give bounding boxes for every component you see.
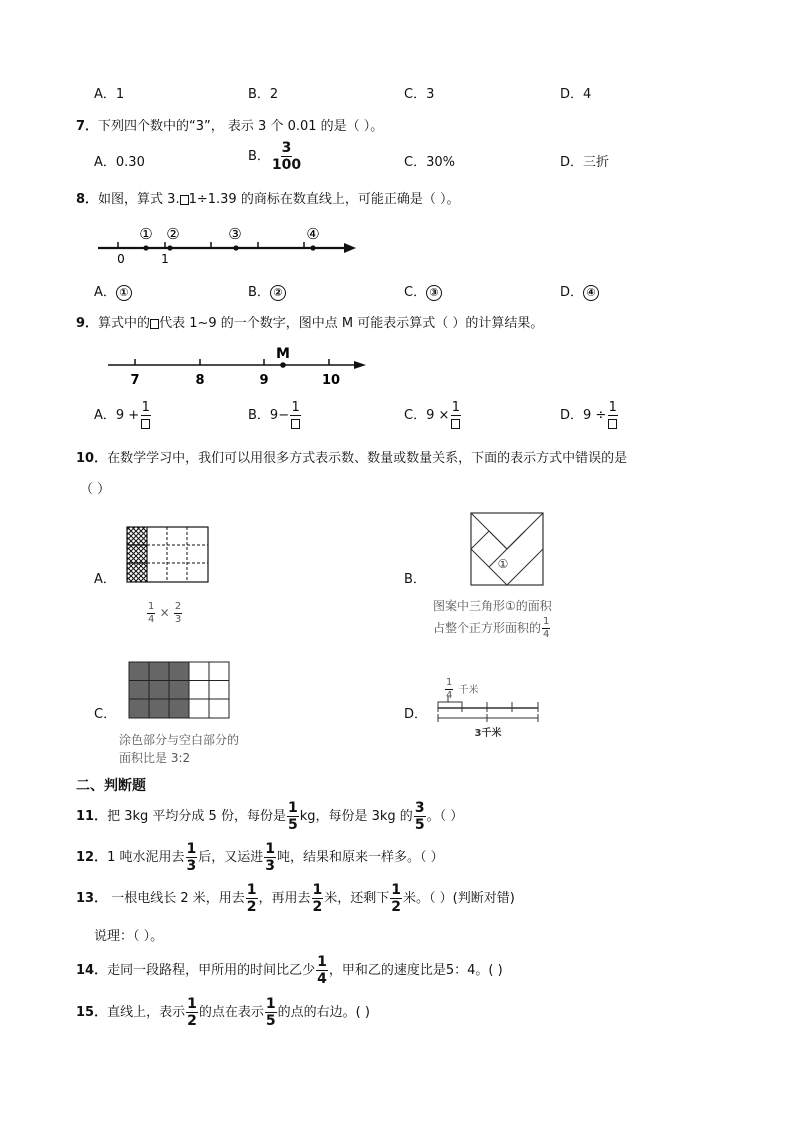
q7-option-c[interactable]: C．30%	[404, 155, 455, 170]
q13-text: 米。（ ）(判断对错)	[403, 891, 515, 906]
q13-text: 米，还剩下	[324, 891, 390, 906]
q7-option-a[interactable]: A．0.30	[94, 155, 145, 170]
q9-text-pre: 算式中的	[98, 316, 151, 331]
q8-option-d[interactable]	[560, 281, 599, 301]
q14-number: 14．	[76, 963, 108, 978]
fraction-denominator: 2	[246, 899, 257, 915]
q12-number: 12．	[76, 850, 108, 865]
marker-3: ③	[228, 225, 242, 243]
q10-answer-paren: （ ）	[80, 482, 111, 497]
tick-label-10: 10	[321, 373, 341, 388]
fraction-denominator: 3	[174, 614, 182, 625]
q10-a-grid-figure	[126, 526, 210, 584]
q15-text: 的点在表示	[198, 1005, 264, 1020]
blank-box-icon	[141, 419, 150, 429]
q9-number-line	[104, 344, 372, 390]
fraction-denominator: 3	[265, 858, 276, 874]
q14-question[interactable]	[76, 955, 503, 986]
fraction-numerator: 1	[312, 882, 323, 898]
q9-option-c[interactable]	[404, 401, 462, 430]
q13-explain-line[interactable]: 说理：（ ）。	[94, 929, 164, 944]
tick-label-8: 8	[195, 373, 205, 388]
times-operator: ×	[159, 605, 170, 620]
q13-question[interactable]	[76, 883, 515, 914]
q7-question	[76, 115, 383, 134]
q10-b-tangram-figure	[469, 511, 545, 587]
blank-box-icon	[608, 419, 617, 429]
option-fraction	[450, 401, 461, 430]
option-fraction	[607, 401, 618, 430]
fraction-numerator: 1	[186, 841, 197, 857]
q11-question[interactable]	[76, 801, 463, 832]
fraction-denominator: 2	[312, 899, 323, 915]
circled-number: ④	[583, 285, 599, 301]
q13-number: 13．	[76, 891, 108, 906]
fraction-numerator: 1	[187, 996, 197, 1012]
q8-option-b[interactable]	[248, 281, 286, 301]
fraction-numerator: 1	[148, 601, 155, 612]
tick-label-0: 0	[117, 252, 125, 266]
q10-a-expression	[146, 602, 183, 625]
fraction-numerator: 1	[265, 996, 276, 1012]
option-label: B．	[248, 285, 270, 300]
tick-label-7: 7	[130, 373, 140, 388]
q10-option-b[interactable]: B．	[404, 572, 426, 587]
q10-question	[76, 447, 627, 466]
option-label: D．	[560, 285, 584, 300]
q10-option-c[interactable]: C．	[94, 707, 117, 722]
q12-text: 后，又运进	[198, 850, 264, 865]
blank-box-icon	[291, 419, 300, 429]
fraction-denominator	[290, 416, 301, 430]
triangle-1-label: ①	[497, 557, 509, 571]
fraction-numerator: 1	[265, 841, 276, 857]
option-label: C．9 ×	[404, 408, 450, 423]
fraction-numerator: 3	[281, 140, 292, 156]
q6-option-b[interactable]: B．2	[248, 87, 279, 102]
q10-d-segment-figure	[434, 694, 542, 740]
option-label: C．	[404, 285, 427, 300]
q7-number: 7．	[76, 119, 99, 134]
fraction-denominator: 5	[414, 817, 425, 833]
q12-text: 1 吨水泥用去	[107, 850, 185, 865]
fraction-denominator: 4	[317, 971, 327, 987]
q14-text: ，甲和乙的速度比是5：4。( )	[328, 963, 503, 978]
fraction-denominator: 4	[148, 614, 155, 625]
q6-option-c[interactable]: C．3	[404, 87, 435, 102]
option-fraction	[290, 401, 301, 430]
fraction-numerator: 3	[414, 800, 425, 816]
marker-4: ④	[306, 225, 320, 243]
q15-text: 的点的右边。( )	[277, 1005, 370, 1020]
q6-option-d[interactable]: D．4	[560, 87, 592, 102]
q9-option-b[interactable]	[248, 401, 302, 430]
q8-option-c[interactable]	[404, 281, 442, 301]
option-label: D．9 ÷	[560, 408, 607, 423]
option-label: A．	[94, 285, 116, 300]
q8-question	[76, 188, 459, 207]
q9-question	[76, 312, 543, 331]
fraction-denominator: 5	[265, 1013, 276, 1029]
fraction-denominator	[450, 416, 461, 430]
fraction-numerator: 1	[291, 400, 300, 415]
point-m-label: M	[276, 346, 290, 362]
q9-option-a[interactable]	[94, 401, 152, 430]
q15-number: 15．	[76, 1005, 108, 1020]
fraction-numerator: 1	[543, 616, 550, 627]
total-length-label: 3千米	[474, 728, 502, 739]
q10-option-d[interactable]: D．	[404, 707, 428, 722]
option-label: A．9 +	[94, 408, 140, 423]
q13-text: 一根电线长 2 米，用去	[107, 891, 245, 906]
fraction-denominator: 2	[187, 1013, 197, 1029]
blank-box-icon	[180, 195, 189, 205]
q12-question[interactable]	[76, 842, 444, 873]
fraction-denominator	[607, 416, 618, 430]
q11-text: kg，每份是 3kg 的	[299, 809, 413, 824]
tick-label-1: 1	[161, 252, 169, 266]
q15-question[interactable]	[76, 997, 370, 1028]
circled-number: ③	[426, 285, 442, 301]
blank-box-icon	[150, 319, 159, 329]
q10-b-caption-1: 图案中三角形①的面积	[433, 599, 552, 613]
fraction-denominator: 4	[543, 629, 550, 640]
q10-option-a[interactable]: A．	[94, 572, 116, 587]
option-fraction	[140, 401, 151, 430]
unit-label: 千米	[458, 685, 479, 696]
q11-text: 把 3kg 平均分成 5 份，每份是	[107, 809, 286, 824]
q8-text-pre: 如图，算式 3.	[98, 192, 180, 207]
marker-2: ②	[166, 225, 180, 243]
q10-c-grid-figure	[128, 661, 232, 719]
fraction-denominator	[140, 416, 151, 430]
fraction-denominator: 3	[186, 858, 197, 874]
q10-number: 10．	[76, 451, 108, 466]
fraction-numerator: 1	[391, 882, 402, 898]
q9-number: 9．	[76, 316, 99, 331]
q8-number: 8．	[76, 192, 99, 207]
q14-text: 走同一段路程，甲所用的时间比乙少	[107, 963, 316, 978]
q7-option-b-label: B．	[248, 149, 270, 164]
fraction-numerator: 2	[174, 601, 182, 612]
blank-box-icon	[451, 419, 460, 429]
circled-number: ①	[116, 285, 132, 301]
q7-text: 下列四个数中的“3”， 表示 3 个 0.01 的是（ ）。	[98, 119, 384, 134]
fraction-denominator: 100	[271, 157, 302, 173]
fraction-denominator: 4	[446, 690, 453, 701]
q8-option-a[interactable]	[94, 281, 132, 301]
q9-option-d[interactable]	[560, 401, 619, 430]
q7-option-b[interactable]	[248, 141, 303, 172]
q7-option-b-fraction	[271, 141, 302, 172]
q11-number: 11．	[76, 809, 108, 824]
fraction-numerator: 1	[451, 400, 461, 415]
q7-option-d[interactable]: D．三折	[560, 155, 610, 170]
q10-b-caption-2	[433, 617, 551, 640]
section-title-judgment: 二、判断题	[76, 778, 146, 794]
q11-text: 。（ ）	[426, 809, 464, 824]
circled-number: ②	[270, 285, 286, 301]
tick-label-9: 9	[259, 373, 269, 388]
q10-c-caption-1: 涂色部分与空白部分的	[119, 733, 240, 747]
marker-1: ①	[139, 225, 153, 243]
fraction-denominator: 2	[391, 899, 402, 915]
q8-text-post: 1÷1.39 的商标在数直线上，可能正确是（ ）。	[188, 192, 460, 207]
fraction-numerator: 1	[287, 800, 298, 816]
fraction-numerator: 1	[446, 677, 453, 688]
q12-text: 吨，结果和原来一样多。（ ）	[277, 850, 444, 865]
caption-text: 占整个正方形面积的	[433, 621, 542, 635]
fraction-numerator: 1	[608, 400, 617, 415]
q8-number-line	[94, 222, 364, 266]
q6-option-a[interactable]: A．1	[94, 87, 125, 102]
q10-c-caption-2: 面积比是 3:2	[119, 751, 191, 765]
q9-text-post: 代表 1~9 的一个数字，图中点 M 可能表示算式（ ）的计算结果。	[159, 316, 544, 331]
option-label: B．9−	[248, 408, 290, 423]
fraction-numerator: 1	[141, 400, 150, 415]
fraction-numerator: 1	[246, 882, 257, 898]
fraction-denominator: 5	[287, 817, 298, 833]
fraction-numerator: 1	[317, 954, 327, 970]
q10-text: 在数学学习中，我们可以用很多方式表示数、数量或数量关系，下面的表示方式中错误的是	[107, 451, 628, 466]
q13-text: ，再用去	[258, 891, 311, 906]
q15-text: 直线上，表示	[107, 1005, 186, 1020]
